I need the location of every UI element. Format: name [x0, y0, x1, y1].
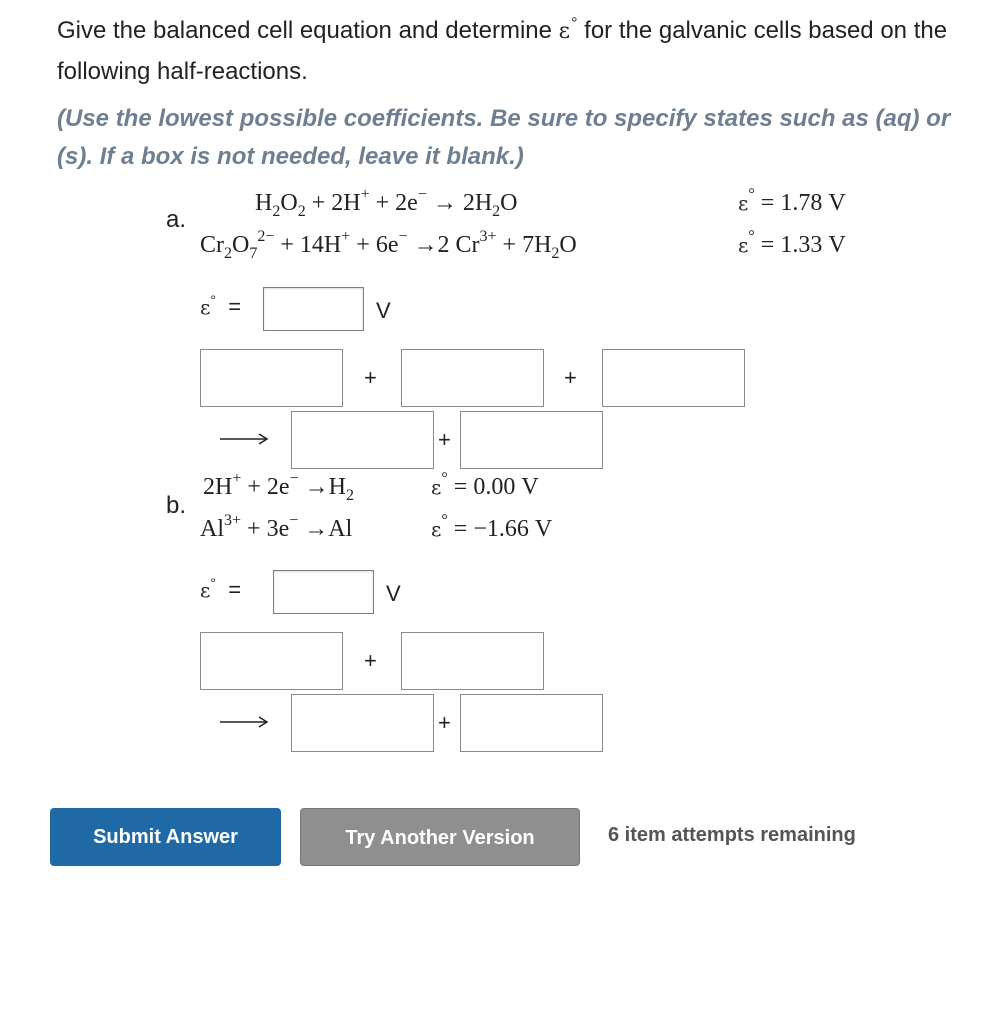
- part-a-reactant-box-1[interactable]: [200, 349, 343, 407]
- part-b-reaction1: $2H^+ + 2e^- \to H_2$: [203, 470, 354, 504]
- degree-mark: °: [571, 15, 578, 32]
- question-prompt: [57, 12, 957, 91]
- part-a-plus-3: +: [438, 427, 451, 452]
- part-a-reactant-box-2[interactable]: [401, 349, 544, 407]
- part-b-plus-1: +: [364, 648, 377, 673]
- epsilon-symbol: ε: [558, 19, 571, 44]
- part-a-plus-2: +: [564, 365, 577, 390]
- part-b-epsilon-label: ε° =: [200, 575, 242, 602]
- part-b-product-box-1[interactable]: [291, 694, 434, 752]
- part-a-reaction2-potential: ε° = 1.33 V: [738, 228, 846, 258]
- prompt-text-before: Give the balanced cell equation and determine: [57, 17, 552, 44]
- part-a-potential2-value: 1.33 V: [780, 232, 846, 258]
- part-b-reactant-box-2[interactable]: [401, 632, 544, 690]
- part-a-potential1-value: 1.78 V: [780, 190, 846, 216]
- attempts-remaining: 6 item attempts remaining: [608, 824, 856, 846]
- try-another-version-button[interactable]: Try Another Version: [300, 808, 580, 866]
- submit-answer-button[interactable]: Submit Answer: [50, 808, 281, 866]
- part-a-reaction1-potential: ε° = 1.78 V: [738, 186, 846, 216]
- part-a-plus-1: +: [364, 365, 377, 390]
- part-b-potential1-value: 0.00 V: [473, 474, 539, 500]
- part-a-unit: V: [376, 298, 391, 323]
- part-a-reaction2: $Cr_2O_7^{2-} + 14H^+ + 6e^- \to 2$ $Cr^{3+} + 7H_2O$: [200, 228, 577, 262]
- part-b-reaction1-potential: ε° = 0.00 V: [431, 470, 539, 500]
- part-a-label: a.: [166, 206, 187, 233]
- part-b-potential2-value: −1.66 V: [473, 516, 553, 542]
- part-b-yield-arrow-icon: [218, 715, 270, 729]
- part-b-reaction2: $Al^{3+} + 3e^- \to Al$: [200, 512, 353, 542]
- part-b-label: b.: [166, 492, 187, 519]
- part-b-product-box-2[interactable]: [460, 694, 603, 752]
- prompt-text-after: for the galvanic cells based on the following half-reactions.: [57, 17, 948, 85]
- part-a-epsilon-input[interactable]: [263, 287, 364, 331]
- part-a-yield-arrow-icon: [218, 432, 270, 446]
- part-b-reaction2-potential: ε° = −1.66 V: [431, 512, 553, 542]
- part-a-epsilon-label: ε° =: [200, 292, 242, 319]
- part-b-plus-2: +: [438, 710, 451, 735]
- part-b-unit: V: [386, 581, 401, 606]
- part-a-reactant-box-3[interactable]: [602, 349, 745, 407]
- part-b-reactant-box-1[interactable]: [200, 632, 343, 690]
- part-a-product-box-1[interactable]: [291, 411, 434, 469]
- instructions-note: (Use the lowest possible coefficients. Be sure to specify states such as (aq) or (s). If a box is not needed, leave it blank.): [57, 105, 951, 170]
- part-a-reaction1: $H_2O_2 + 2H^+ + 2e^- \to 2H_2O$: [255, 186, 518, 220]
- part-b-epsilon-input[interactable]: [273, 570, 374, 614]
- part-a-product-box-2[interactable]: [460, 411, 603, 469]
